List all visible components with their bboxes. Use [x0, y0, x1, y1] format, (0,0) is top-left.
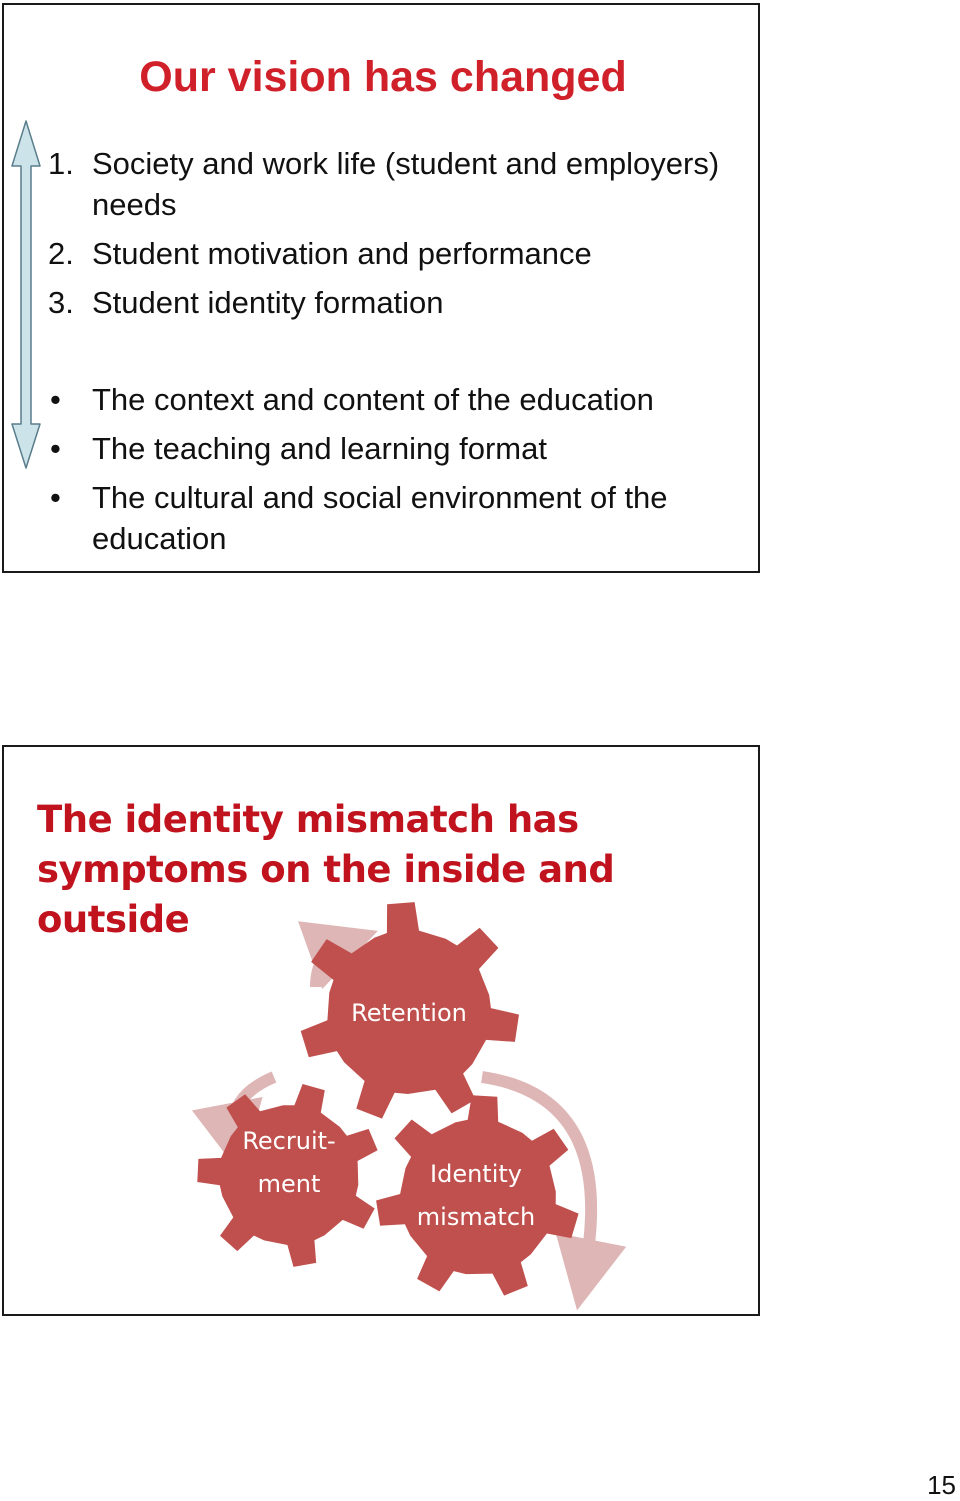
gear-label-retention: Retention [351, 999, 467, 1027]
gear-label-recruitment: Recruit- [242, 1127, 336, 1155]
list-item: 3. Student identity formation [48, 285, 444, 320]
slide-title: The identity mismatch has symptoms on the inside and outside [37, 798, 615, 941]
slide-title: Our vision has changed [139, 53, 627, 101]
gear-label-identity-mismatch: Identity [430, 1160, 522, 1188]
gear-cycle-diagram [4, 747, 758, 1314]
slide-our-vision [2, 3, 760, 573]
list-item: 2. Student motivation and performance [48, 236, 592, 271]
bullet-list [48, 379, 748, 567]
list-item: • The teaching and learning format [50, 431, 547, 466]
gear-icon [376, 1095, 578, 1295]
list-item: • The context and content of the education [50, 382, 654, 417]
slide-identity-mismatch [2, 745, 760, 1316]
double-headed-vertical-arrow-icon [9, 118, 45, 472]
gear-label-identity-mismatch: mismatch [416, 1203, 536, 1231]
page-number: 15 [927, 1470, 956, 1500]
gear-label-recruitment: ment [257, 1170, 321, 1198]
numbered-list [48, 143, 748, 331]
list-item: • The cultural and social environment of the education [50, 480, 668, 556]
list-item: 1. Society and work life (student and employers) needs [48, 146, 720, 222]
